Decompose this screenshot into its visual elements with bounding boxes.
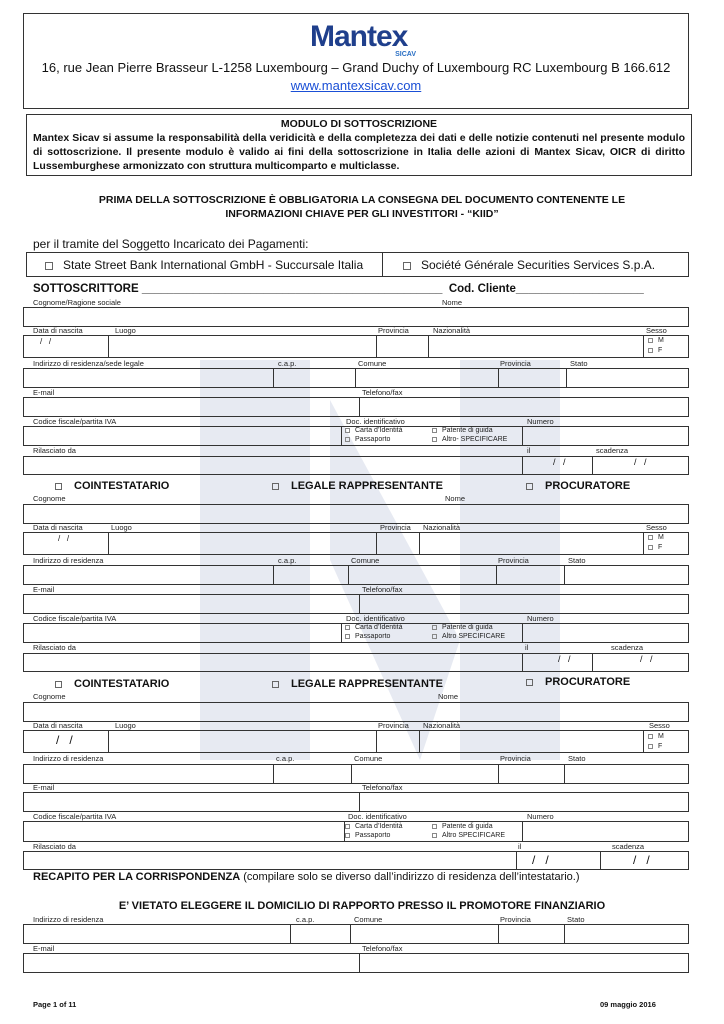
label-numero: Numero — [527, 614, 554, 623]
option-passaporto[interactable]: Passaporto — [345, 832, 390, 839]
checkbox-icon[interactable] — [648, 535, 653, 540]
date-placeholder: / / — [633, 853, 650, 867]
label-stato: Stato — [568, 754, 586, 763]
label-luogo: Luogo — [111, 523, 132, 532]
option-carta[interactable]: Carta d’Identità — [345, 624, 402, 631]
option-carta[interactable]: Carta d’Identità — [345, 427, 402, 434]
input-birth-row[interactable] — [23, 335, 689, 358]
logo-subtitle: SICAV — [395, 51, 416, 58]
label-cognome: Cognome — [33, 494, 66, 503]
checkbox-icon[interactable] — [648, 744, 653, 749]
label-stato: Stato — [567, 915, 585, 924]
checkbox-icon[interactable] — [272, 681, 279, 688]
label-comune: Comune — [354, 754, 383, 763]
option-carta[interactable]: Carta d’Identità — [345, 823, 402, 830]
label-data-nascita: Data di nascita — [33, 523, 83, 532]
label-stato: Stato — [570, 359, 588, 368]
label-codice-fiscale: Codice fiscale/partita IVA — [33, 812, 117, 821]
bank-option-societe-generale[interactable] — [403, 258, 655, 272]
input-issued-row[interactable] — [23, 851, 689, 870]
label-indirizzo: Indirizzo di residenza — [33, 754, 104, 763]
label-nome: Nome — [442, 298, 463, 307]
option-sesso-m[interactable]: M — [648, 534, 664, 541]
label-sesso: Sesso — [649, 721, 670, 730]
label-numero: Numero — [527, 417, 554, 426]
input-issued-row[interactable] — [23, 653, 689, 672]
label-cap: c.a.p. — [278, 359, 297, 368]
input-contact-row[interactable] — [23, 792, 689, 812]
label-doc: Doc. identificativo — [348, 812, 407, 821]
option-cointestatario-2[interactable]: COINTESTATARIO — [55, 678, 169, 690]
input-contact-row[interactable] — [23, 594, 689, 614]
label-doc: Doc. identificativo — [346, 614, 405, 623]
label-doc: Doc. identificativo — [346, 417, 405, 426]
input-birth-row[interactable] — [23, 532, 689, 555]
checkbox-icon[interactable] — [345, 634, 350, 639]
option-patente[interactable]: Patente di guida — [432, 624, 493, 631]
date-placeholder: / / — [56, 733, 73, 747]
option-altro[interactable]: Altro- SPECIFICARE — [432, 436, 507, 443]
input-issued-row[interactable] — [23, 456, 689, 475]
checkbox-icon[interactable] — [55, 681, 62, 688]
label-numero: Numero — [527, 812, 554, 821]
date-placeholder: / / — [640, 654, 653, 664]
label-data-nascita: Data di nascita — [33, 721, 83, 730]
input-contact-row[interactable] — [23, 397, 689, 417]
checkbox-icon[interactable] — [432, 625, 437, 630]
checkbox-icon[interactable] — [55, 483, 62, 490]
label-provincia: Provincia — [500, 359, 531, 368]
option-procuratore-2[interactable]: PROCURATORE — [526, 676, 630, 688]
checkbox-icon[interactable] — [345, 833, 350, 838]
page-number: Page 1 of 11 — [33, 1000, 77, 1009]
date-placeholder: / / — [558, 654, 571, 664]
checkbox-icon[interactable] — [345, 428, 350, 433]
date-placeholder: / / — [553, 457, 566, 467]
company-logo — [310, 20, 420, 60]
label-indirizzo: Indirizzo di residenza — [33, 915, 104, 924]
label-cap: c.a.p. — [276, 754, 295, 763]
label-il: il — [527, 446, 531, 455]
option-sesso-f[interactable]: F — [648, 347, 662, 354]
label-cognome: Cognome/Ragione sociale — [33, 298, 121, 307]
checkbox-icon[interactable] — [345, 437, 350, 442]
label-telefono: Telefono/fax — [362, 944, 403, 953]
form-intro-box — [26, 114, 692, 176]
label-codice-fiscale: Codice fiscale/partita IVA — [33, 417, 117, 426]
option-passaporto[interactable]: Passaporto — [345, 436, 390, 443]
date-placeholder: / / — [532, 853, 549, 867]
label-luogo: Luogo — [115, 721, 136, 730]
form-intro-text: Mantex Sicav si assume la responsabilità della veridicità e della completezza dei dati e delle notizie contenuti nel presente modulo di sottoscrizione. Il presente modulo è valido ai fini della sottoscrizione in Italia delle azioni di Mantex Sicav, OICR di diritto Lussemburghese armonizzato con struttura multicomparto e multiclasse. — [33, 132, 685, 172]
label-comune: Comune — [354, 915, 383, 924]
payment-agent-label: per il tramite del Soggetto Incaricato dei Pagamenti: — [33, 237, 309, 251]
label-codice-fiscale: Codice fiscale/partita IVA — [33, 614, 117, 623]
checkbox-icon[interactable] — [526, 483, 533, 490]
checkbox-icon[interactable] — [432, 833, 437, 838]
option-altro[interactable]: Altro SPECIFICARE — [432, 633, 505, 640]
payment-agent-options — [26, 252, 689, 277]
option-legale-1[interactable]: LEGALE RAPPRESENTANTE — [272, 480, 443, 492]
logo-text: Mantex — [310, 20, 408, 53]
checkbox-icon[interactable] — [648, 545, 653, 550]
option-legale-2[interactable]: LEGALE RAPPRESENTANTE — [272, 678, 443, 690]
label-indirizzo-sede: Indirizzo di residenza/sede legale — [33, 359, 144, 368]
form-title: MODULO DI SOTTOSCRIZIONE — [280, 118, 438, 130]
option-sesso-m[interactable]: M — [648, 733, 664, 740]
date-placeholder: / / — [58, 534, 70, 543]
label-comune: Comune — [358, 359, 387, 368]
label-rilasciato: Rilasciato da — [33, 842, 76, 851]
label-email: E-mail — [33, 585, 55, 594]
label-provincia: Provincia — [500, 915, 531, 924]
label-cap: c.a.p. — [278, 556, 297, 565]
document-date: 09 maggio 2016 — [600, 1000, 656, 1009]
label-provincia: Provincia — [380, 523, 411, 532]
checkbox-icon[interactable] — [432, 428, 437, 433]
label-telefono: Telefono/fax — [362, 388, 403, 397]
label-indirizzo: Indirizzo di residenza — [33, 556, 104, 565]
label-il: il — [525, 643, 529, 652]
label-comune: Comune — [351, 556, 380, 565]
label-sesso: Sesso — [646, 523, 667, 532]
correspondence-heading: RECAPITO PER LA CORRISPONDENZA (compilare solo se diverso dall’indirizzo di residenza dell’intestatario.) — [33, 871, 580, 883]
input-nome-cognome[interactable] — [23, 702, 689, 722]
bank-label: State Street Bank International GmbH - Succursale Italia — [63, 258, 364, 272]
label-rilasciato: Rilasciato da — [33, 446, 76, 455]
checkbox-icon[interactable] — [648, 348, 653, 353]
date-placeholder: / / — [634, 457, 647, 467]
checkbox-icon[interactable] — [432, 437, 437, 442]
company-address: 16, rue Jean Pierre Brasseur L-1258 Luxembourg – Grand Duchy of Luxembourg RC Luxembourg B 166.612 — [41, 60, 671, 75]
input-nome-cognome[interactable] — [23, 307, 689, 327]
input-address-row[interactable] — [23, 565, 689, 585]
checkbox-icon[interactable] — [403, 262, 411, 270]
checkbox-icon[interactable] — [345, 824, 350, 829]
checkbox-icon[interactable] — [432, 824, 437, 829]
checkbox-icon[interactable] — [45, 262, 53, 270]
option-altro[interactable]: Altro SPECIFICARE — [432, 832, 505, 839]
input-birth-row[interactable] — [23, 730, 689, 753]
label-provincia: Provincia — [500, 754, 531, 763]
label-rilasciato: Rilasciato da — [33, 643, 76, 652]
checkbox-icon[interactable] — [272, 483, 279, 490]
bank-option-state-street[interactable] — [45, 258, 363, 272]
checkbox-icon[interactable] — [345, 625, 350, 630]
option-sesso-f[interactable]: F — [648, 544, 662, 551]
domicile-warning: E’ VIETATO ELEGGERE IL DOMICILIO DI RAPPORTO PRESSO IL PROMOTORE FINANZIARIO — [118, 900, 606, 912]
option-procuratore-1[interactable]: PROCURATORE — [526, 480, 630, 492]
label-sesso: Sesso — [646, 326, 667, 335]
input-address-row[interactable] — [23, 764, 689, 784]
label-nazionalita: Nazionalità — [433, 326, 471, 335]
label-scadenza: scadenza — [612, 842, 645, 851]
label-il: il — [518, 842, 522, 851]
website-link[interactable]: www.mantexsicav.com — [290, 78, 422, 93]
input-nome-cognome[interactable] — [23, 504, 689, 524]
checkbox-icon[interactable] — [648, 338, 653, 343]
label-provincia: Provincia — [378, 721, 409, 730]
input-correspondence-address[interactable] — [23, 924, 689, 944]
checkbox-icon[interactable] — [432, 634, 437, 639]
label-stato: Stato — [568, 556, 586, 565]
label-email: E-mail — [33, 388, 55, 397]
checkbox-icon[interactable] — [526, 679, 533, 686]
input-correspondence-contact[interactable] — [23, 953, 689, 973]
label-provincia: Provincia — [498, 556, 529, 565]
label-email: E-mail — [33, 944, 55, 953]
label-scadenza: scadenza — [611, 643, 644, 652]
label-email: E-mail — [33, 783, 55, 792]
label-data-nascita: Data di nascita — [33, 326, 83, 335]
label-cognome: Cognome — [33, 692, 66, 701]
label-nome: Nome — [445, 494, 466, 503]
option-patente[interactable]: Patente di guida — [432, 427, 493, 434]
subscriber-heading: SOTTOSCRITTORE _______________________________________________ Cod. Cliente____________________ — [33, 283, 644, 295]
label-scadenza: scadenza — [596, 446, 629, 455]
input-address-row[interactable] — [23, 368, 689, 388]
date-placeholder: / / — [40, 337, 52, 346]
header-box — [23, 13, 689, 109]
option-passaporto[interactable]: Passaporto — [345, 633, 390, 640]
bank-label: Société Générale Securities Services S.p.A. — [421, 258, 656, 272]
option-patente[interactable]: Patente di guida — [432, 823, 493, 830]
label-provincia: Provincia — [378, 326, 409, 335]
checkbox-icon[interactable] — [648, 734, 653, 739]
option-sesso-m[interactable]: M — [648, 337, 664, 344]
label-telefono: Telefono/fax — [362, 585, 403, 594]
label-luogo: Luogo — [115, 326, 136, 335]
option-sesso-f[interactable]: F — [648, 743, 662, 750]
label-nazionalita: Nazionalità — [423, 721, 461, 730]
label-telefono: Telefono/fax — [362, 783, 403, 792]
label-nome: Nome — [438, 692, 459, 701]
option-cointestatario-1[interactable]: COINTESTATARIO — [55, 480, 169, 492]
kiid-notice: PRIMA DELLA SOTTOSCRIZIONE È OBBLIGATORIA LA CONSEGNA DEL DOCUMENTO CONTENENTE LE INFORMAZIONI CHIAVE PER GLI INVESTITORI - “KIID” — [98, 194, 626, 220]
label-cap: c.a.p. — [296, 915, 315, 924]
label-nazionalita: Nazionalità — [423, 523, 461, 532]
